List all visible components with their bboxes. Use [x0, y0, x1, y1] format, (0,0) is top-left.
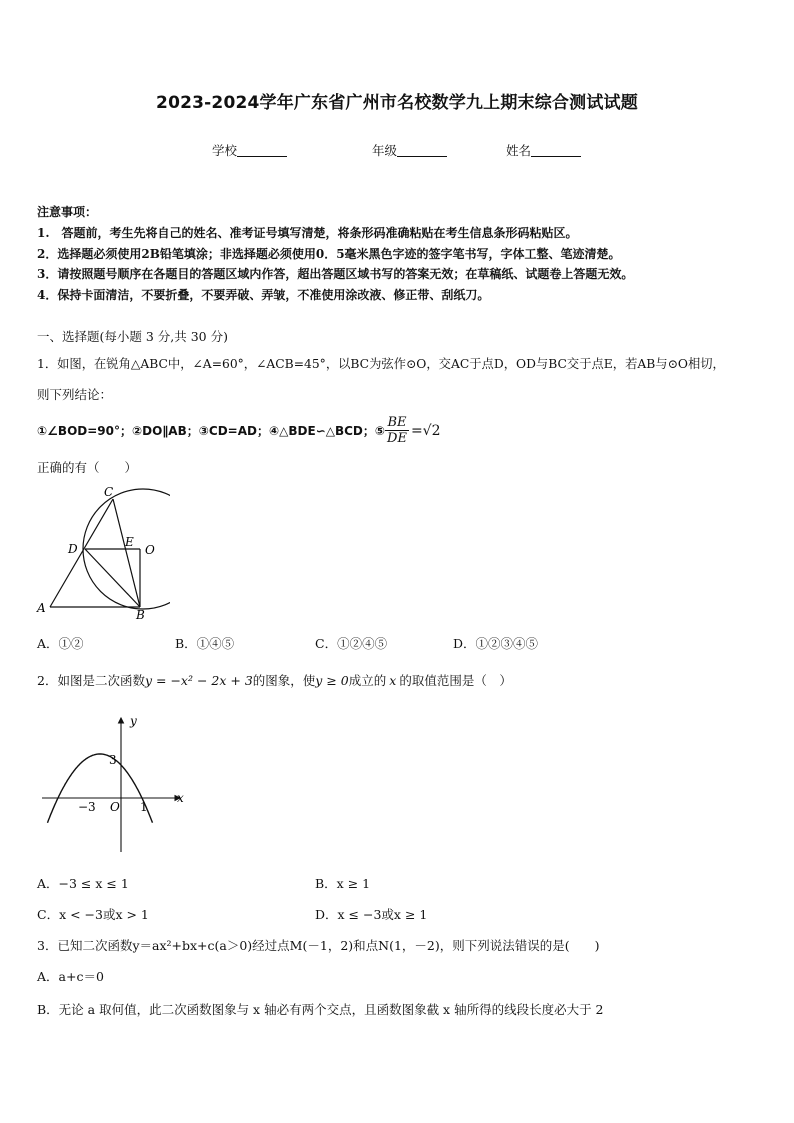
label-d: D	[68, 542, 78, 556]
notice-item: 4．保持卡面清洁，不要折叠，不要弄破、弄皱，不准使用涂改液、修正带、刮纸刀。	[37, 288, 490, 302]
q1-option-d[interactable]: D．①②③④⑤	[453, 636, 539, 651]
q2-condition: y ≥ 0	[315, 673, 349, 688]
grade-blank[interactable]	[397, 143, 447, 157]
q2-option-b[interactable]: B．x ≥ 1	[315, 876, 371, 891]
label-o: O	[145, 543, 155, 557]
q1-fraction-denominator: DE	[387, 431, 407, 446]
exam-title: 2023-2024学年广东省广州市名校数学九上期末综合测试试题	[156, 93, 638, 113]
notice-heading: 注意事项：	[37, 205, 98, 219]
segment-cb	[113, 499, 140, 607]
name-field	[506, 141, 581, 159]
segment-ac	[50, 499, 113, 607]
name-label: 姓名	[506, 143, 532, 158]
notice-item: 1. 答题前，考生先将自己的姓名、准考证号填写清楚，将条形码准确粘贴在考生信息条形码粘贴区。	[37, 226, 578, 240]
label-c: C	[104, 485, 114, 499]
q1-conclusions	[37, 415, 441, 446]
q2-variable: x	[389, 673, 397, 688]
q2-function: y = −x² − 2x + 3	[144, 673, 253, 688]
q2-stem-post: 的取值范围是（ ）	[399, 673, 512, 688]
q2-stem-mid2: 成立的	[348, 673, 387, 688]
q1-conclusions-text: ①∠BOD=90°；②DO∥AB；③CD=AD；④△BDE∽△BCD；⑤	[37, 424, 386, 438]
label-b: B	[136, 608, 145, 622]
school-label: 学校	[212, 143, 238, 158]
q1-geometry-figure	[30, 482, 170, 622]
q1-option-b[interactable]: B．①④⑤	[175, 636, 235, 651]
q2-stem-mid: 的图象，使	[252, 673, 316, 688]
q2-stem	[37, 671, 512, 689]
q1-fraction	[385, 415, 409, 446]
label-e: E	[125, 535, 134, 549]
q3-option-a[interactable]: A．a+c＝0	[37, 969, 104, 984]
y-axis-label: y	[130, 714, 137, 728]
q3-option-b[interactable]: B．无论 a 取何值，此二次函数图象与 x 轴必有两个交点，且函数图象截 x 轴所得的线段长度必大于 2	[37, 1002, 604, 1017]
notice-item: 3．请按照题号顺序在各题目的答题区域内作答，超出答题区域书写的答案无效；在草稿纸、试题卷上答题无效。	[37, 267, 634, 281]
label-a: A	[37, 601, 46, 615]
q1-option-c[interactable]: C．①②④⑤	[315, 636, 388, 651]
segment-db	[85, 549, 140, 607]
q1-fraction-numerator: BE	[387, 415, 407, 430]
q1-stem-line2: 则下列结论：	[37, 387, 113, 402]
q1-fraction-rhs: =√2	[410, 422, 441, 439]
q1-prompt: 正确的有（ ）	[37, 460, 138, 475]
q2-stem-pre: 2．如图是二次函数	[37, 673, 145, 688]
name-blank[interactable]	[531, 143, 581, 157]
grade-label: 年级	[372, 143, 398, 158]
y-intercept-label: 3	[109, 753, 117, 767]
root-one-label: 1	[140, 800, 148, 814]
q3-stem: 3．已知二次函数y＝ax²+bx+c(a＞0)经过点M(－1，2)和点N(1，－2)，则下列说法错误的是( )	[37, 938, 600, 953]
parabola-curve	[48, 754, 153, 823]
grade-field	[372, 141, 447, 159]
notice-item: 2．选择题必须使用2B铅笔填涂；非选择题必须使用0．5毫米黑色字迹的签字笔书写，字体工整、笔迹清楚。	[37, 247, 621, 261]
origin-label: O	[110, 800, 120, 814]
q2-parabola-figure	[38, 712, 188, 857]
q2-option-d[interactable]: D．x ≤ −3或x ≥ 1	[315, 907, 428, 922]
school-field	[212, 141, 287, 159]
q1-option-a[interactable]: A．①②	[37, 636, 84, 651]
section-heading: 一、选择题(每小题 3 分,共 30 分)	[37, 329, 228, 344]
school-blank[interactable]	[237, 143, 287, 157]
q1-stem-line1: 1．如图，在锐角△ABC中，∠A=60°，∠ACB=45°，以BC为弦作⊙O，交AC于点D，OD与BC交于点E，若AB与⊙O相切，	[37, 357, 725, 371]
q2-option-c[interactable]: C．x < −3或x > 1	[37, 907, 149, 922]
q2-option-a[interactable]: A．−3 ≤ x ≤ 1	[37, 876, 129, 891]
x-axis-label: x	[177, 791, 184, 805]
root-neg3-label: −3	[78, 800, 96, 814]
